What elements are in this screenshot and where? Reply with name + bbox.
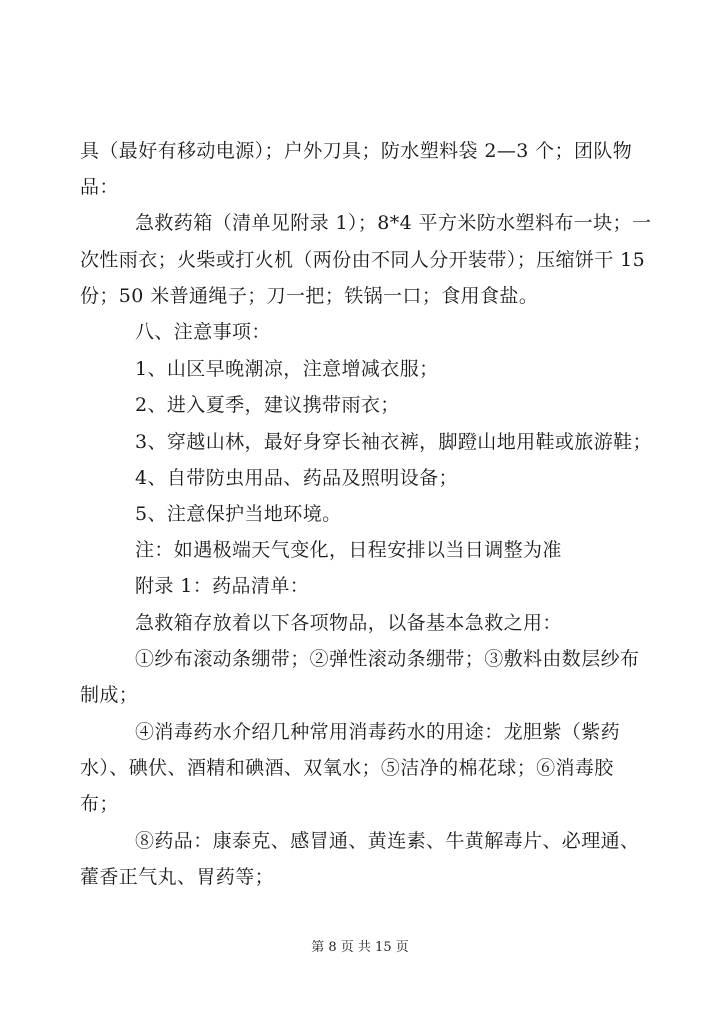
text-line-19: 布； xyxy=(80,793,119,815)
text-line-21: 藿香正气丸、胃药等； xyxy=(80,866,275,888)
text-line-14: 急救箱存放着以下各项物品，以备基本急救之用： xyxy=(135,612,562,634)
text-line-10: 4、自带防虫用品、药品及照明设备； xyxy=(135,467,458,489)
text-line-12: 注：如遇极端天气变化，日程安排以当日调整为准 xyxy=(135,539,562,561)
text-line-3: 急救药箱（清单见附录 1）；8*4 平方米防水塑料布一块；一 xyxy=(135,212,652,234)
text-line-15: ①纱布滚动条绷带；②弹性滚动条绷带；③敷料由数层纱布 xyxy=(135,648,640,670)
page-number-footer: 第 8 页 共 15 页 xyxy=(311,940,409,955)
text-line-5: 份；50 米普通绳子；刀一把；铁锅一口；食用食盐。 xyxy=(80,285,539,307)
text-line-18: 水）、碘伏、酒精和碘酒、双氧水；⑤洁净的棉花球；⑥消毒胶 xyxy=(80,757,614,779)
text-line-17: ④消毒药水介绍几种常用消毒药水的用途：龙胆紫（紫药 xyxy=(135,721,621,743)
section-heading-notes: 八、注意事项： xyxy=(135,321,271,343)
text-line-1: 具（最好有移动电源）；户外刀具；防水塑料袋 2—3 个；团队物 xyxy=(80,140,633,162)
text-line-16: 制成； xyxy=(80,684,139,706)
text-line-9: 3、穿越山林，最好身穿长袖衣裤，脚蹬山地用鞋或旅游鞋； xyxy=(135,431,652,453)
text-line-4: 次性雨衣；火柴或打火机（两份由不同人分开装带）；压缩饼干 15 xyxy=(80,249,646,271)
text-line-8: 2、进入夏季，建议携带雨衣； xyxy=(135,394,400,416)
text-line-11: 5、注意保护当地环境。 xyxy=(135,503,342,525)
text-line-2: 品： xyxy=(80,176,119,198)
text-line-7: 1、山区早晚潮凉，注意增减衣服； xyxy=(135,358,439,380)
appendix-heading: 附录 1：药品清单： xyxy=(135,575,310,597)
text-line-20: ⑧药品：康泰克、感冒通、黄连素、牛黄解毒片、必理通、 xyxy=(135,830,640,852)
